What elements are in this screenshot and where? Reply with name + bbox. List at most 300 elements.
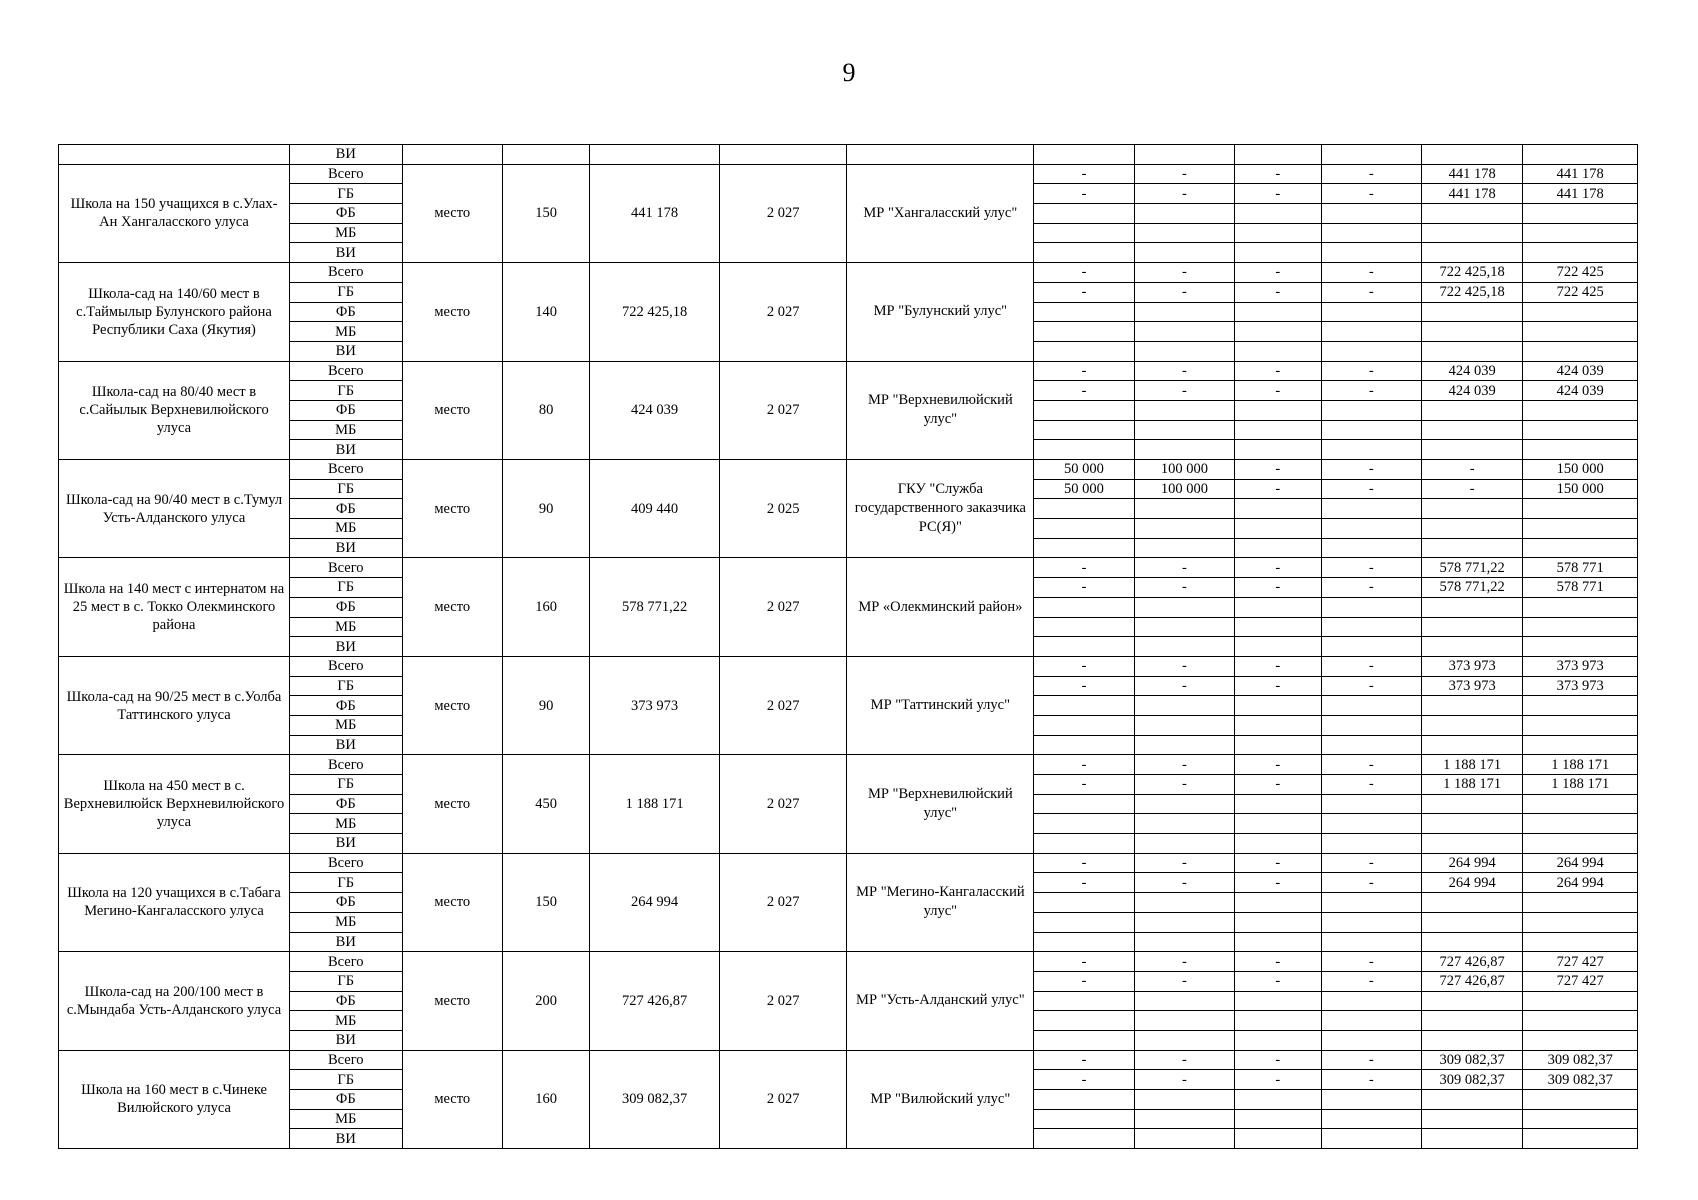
year-cell: 2 027 xyxy=(719,853,847,951)
capacity-cell: 140 xyxy=(502,263,589,361)
source-label: ГБ xyxy=(290,676,402,696)
unit-cell: место xyxy=(402,263,502,361)
capacity-cell: 200 xyxy=(502,952,589,1050)
source-label: Всего xyxy=(290,263,402,283)
funding-cell xyxy=(1134,834,1234,854)
funding-cell xyxy=(1321,499,1421,519)
funding-cell xyxy=(1235,341,1321,361)
funding-cell xyxy=(1321,814,1421,834)
funding-cell xyxy=(1523,499,1638,519)
source-label: МБ xyxy=(290,322,402,342)
cost-cell: 727 426,87 xyxy=(590,952,720,1050)
funding-cell: 727 426,87 xyxy=(1421,952,1522,972)
funding-cell: - xyxy=(1134,755,1234,775)
funding-cell: - xyxy=(1034,1050,1134,1070)
source-label: Всего xyxy=(290,558,402,578)
funding-cell: - xyxy=(1034,952,1134,972)
funding-cell: - xyxy=(1321,164,1421,184)
funding-cell xyxy=(1523,223,1638,243)
source-label: ГБ xyxy=(290,971,402,991)
funding-cell: - xyxy=(1235,164,1321,184)
source-label: МБ xyxy=(290,912,402,932)
funding-cell: - xyxy=(1321,184,1421,204)
funding-cell xyxy=(1235,912,1321,932)
source-label: ВИ xyxy=(290,243,402,263)
funding-cell: 264 994 xyxy=(1523,853,1638,873)
funding-cell xyxy=(1235,617,1321,637)
funding-cell: 50 000 xyxy=(1034,479,1134,499)
funding-cell: - xyxy=(1034,775,1134,795)
capacity-cell: 150 xyxy=(502,853,589,951)
funding-cell xyxy=(1421,1030,1522,1050)
unit-cell: место xyxy=(402,656,502,754)
year-cell xyxy=(719,145,847,165)
funding-cell: - xyxy=(1321,656,1421,676)
funding-cell: 727 427 xyxy=(1523,952,1638,972)
funding-cell: 578 771 xyxy=(1523,578,1638,598)
funding-cell: - xyxy=(1134,873,1234,893)
funding-cell: 373 973 xyxy=(1523,656,1638,676)
funding-cell xyxy=(1034,538,1134,558)
funding-cell: - xyxy=(1134,1070,1234,1090)
funding-cell: - xyxy=(1134,164,1234,184)
unit-cell: место xyxy=(402,361,502,459)
customer-cell: МР "Верхневилюйский улус" xyxy=(847,361,1034,459)
funding-cell: - xyxy=(1235,184,1321,204)
funding-cell xyxy=(1034,440,1134,460)
table-row xyxy=(59,1050,1638,1070)
project-name-cell: Школа на 140 мест с интернатом на 25 мест в с. Токко Олекминского района xyxy=(59,558,290,656)
funding-cell: - xyxy=(1235,361,1321,381)
funding-cell xyxy=(1235,538,1321,558)
source-label: ГБ xyxy=(290,1070,402,1090)
cost-cell: 424 039 xyxy=(590,361,720,459)
funding-cell xyxy=(1421,637,1522,657)
customer-cell: МР "Мегино-Кангаласский улус" xyxy=(847,853,1034,951)
funding-cell: - xyxy=(1034,282,1134,302)
funding-cell: 1 188 171 xyxy=(1523,755,1638,775)
funding-cell xyxy=(1034,204,1134,224)
funding-cell: - xyxy=(1321,460,1421,480)
funding-cell: - xyxy=(1134,381,1234,401)
funding-cell xyxy=(1134,597,1234,617)
funding-cell: 441 178 xyxy=(1523,184,1638,204)
source-label: Всего xyxy=(290,361,402,381)
funding-cell: - xyxy=(1034,381,1134,401)
funding-cell: 441 178 xyxy=(1421,184,1522,204)
funding-cell xyxy=(1421,440,1522,460)
funding-cell: - xyxy=(1321,479,1421,499)
funding-cell: 578 771 xyxy=(1523,558,1638,578)
funding-cell: 100 000 xyxy=(1134,460,1234,480)
funding-cell: - xyxy=(1421,479,1522,499)
funding-cell: - xyxy=(1321,952,1421,972)
funding-cell xyxy=(1421,322,1522,342)
funding-cell xyxy=(1034,617,1134,637)
funding-cell xyxy=(1523,1129,1638,1149)
table-row xyxy=(59,164,1638,184)
funding-cell: - xyxy=(1321,1070,1421,1090)
funding-cell xyxy=(1321,519,1421,539)
funding-cell xyxy=(1421,1090,1522,1110)
table-row xyxy=(59,952,1638,972)
customer-cell: МР "Вилюйский улус" xyxy=(847,1050,1034,1148)
cost-cell: 409 440 xyxy=(590,460,720,558)
funding-cell xyxy=(1034,834,1134,854)
source-label: ГБ xyxy=(290,775,402,795)
funding-cell: - xyxy=(1321,873,1421,893)
funding-cell: - xyxy=(1134,263,1234,283)
funding-cell xyxy=(1421,834,1522,854)
funding-cell: 441 178 xyxy=(1421,164,1522,184)
funding-cell xyxy=(1034,893,1134,913)
funding-cell xyxy=(1421,145,1522,165)
funding-cell xyxy=(1134,1011,1234,1031)
funding-cell xyxy=(1235,400,1321,420)
funding-cell: - xyxy=(1034,971,1134,991)
funding-cell xyxy=(1321,145,1421,165)
project-name-cell: Школа-сад на 200/100 мест в с.Мындаба Усть-Алданского улуса xyxy=(59,952,290,1050)
funding-cell xyxy=(1523,1030,1638,1050)
year-cell: 2 027 xyxy=(719,263,847,361)
funding-cell xyxy=(1034,715,1134,735)
funding-cell xyxy=(1523,696,1638,716)
funding-cell xyxy=(1321,834,1421,854)
funding-cell: - xyxy=(1321,361,1421,381)
table-row xyxy=(59,656,1638,676)
unit-cell xyxy=(402,145,502,165)
funding-cell xyxy=(1523,400,1638,420)
funding-cell: 722 425,18 xyxy=(1421,263,1522,283)
funding-cell xyxy=(1523,991,1638,1011)
funding-cell: - xyxy=(1321,558,1421,578)
funding-cell: 264 994 xyxy=(1421,873,1522,893)
project-name-cell: Школа-сад на 90/40 мест в с.Тумул Усть-Алданского улуса xyxy=(59,460,290,558)
capacity-cell: 160 xyxy=(502,1050,589,1148)
funding-cell: - xyxy=(1235,676,1321,696)
funding-cell: 424 039 xyxy=(1421,361,1522,381)
unit-cell: место xyxy=(402,952,502,1050)
page-number: 9 xyxy=(842,58,856,87)
source-label: Всего xyxy=(290,755,402,775)
funding-cell xyxy=(1034,499,1134,519)
table-row xyxy=(59,558,1638,578)
capacity-cell: 450 xyxy=(502,755,589,853)
funding-cell: - xyxy=(1321,1050,1421,1070)
year-cell: 2 027 xyxy=(719,558,847,656)
source-label: ГБ xyxy=(290,381,402,401)
funding-cell xyxy=(1134,912,1234,932)
funding-cell xyxy=(1421,341,1522,361)
funding-cell: 150 000 xyxy=(1523,460,1638,480)
project-name-cell: Школа на 160 мест в с.Чинеке Вилюйского улуса xyxy=(59,1050,290,1148)
funding-cell xyxy=(1321,1090,1421,1110)
funding-cell: 373 973 xyxy=(1421,676,1522,696)
source-label: ВИ xyxy=(290,341,402,361)
source-label: Всего xyxy=(290,164,402,184)
funding-cell: - xyxy=(1034,558,1134,578)
funding-cell: 424 039 xyxy=(1421,381,1522,401)
funding-cell: 727 427 xyxy=(1523,971,1638,991)
cost-cell: 309 082,37 xyxy=(590,1050,720,1148)
source-label: Всего xyxy=(290,1050,402,1070)
cost-cell: 441 178 xyxy=(590,164,720,262)
funding-cell: 264 994 xyxy=(1523,873,1638,893)
funding-cell xyxy=(1321,538,1421,558)
funding-cell xyxy=(1421,420,1522,440)
funding-cell xyxy=(1421,400,1522,420)
source-label: МБ xyxy=(290,617,402,637)
source-label: Всего xyxy=(290,460,402,480)
funding-cell: - xyxy=(1235,775,1321,795)
funding-cell xyxy=(1321,893,1421,913)
funding-cell xyxy=(1321,223,1421,243)
funding-cell: - xyxy=(1235,971,1321,991)
funding-cell xyxy=(1034,341,1134,361)
funding-cell xyxy=(1134,617,1234,637)
funding-cell xyxy=(1034,322,1134,342)
capacity-cell xyxy=(502,145,589,165)
funding-cell xyxy=(1321,735,1421,755)
funding-cell: 441 178 xyxy=(1523,164,1638,184)
funding-cell xyxy=(1134,341,1234,361)
funding-cell xyxy=(1134,1109,1234,1129)
funding-cell: 150 000 xyxy=(1523,479,1638,499)
funding-cell xyxy=(1523,617,1638,637)
funding-cell xyxy=(1235,696,1321,716)
source-label: Всего xyxy=(290,656,402,676)
funding-cell xyxy=(1235,440,1321,460)
source-label: ГБ xyxy=(290,184,402,204)
table-body xyxy=(59,145,1638,1149)
funding-cell: - xyxy=(1134,656,1234,676)
funding-cell xyxy=(1134,932,1234,952)
funding-cell xyxy=(1321,322,1421,342)
funding-cell xyxy=(1235,735,1321,755)
cost-cell: 578 771,22 xyxy=(590,558,720,656)
funding-cell: - xyxy=(1321,381,1421,401)
investment-table xyxy=(58,144,1638,1149)
source-label: ФБ xyxy=(290,499,402,519)
capacity-cell: 90 xyxy=(502,460,589,558)
year-cell: 2 027 xyxy=(719,952,847,1050)
funding-cell xyxy=(1235,1030,1321,1050)
cost-cell: 264 994 xyxy=(590,853,720,951)
funding-cell: - xyxy=(1134,971,1234,991)
funding-cell xyxy=(1421,1011,1522,1031)
funding-cell xyxy=(1421,932,1522,952)
source-label: ВИ xyxy=(290,145,402,165)
funding-cell xyxy=(1321,991,1421,1011)
source-label: ВИ xyxy=(290,637,402,657)
funding-cell xyxy=(1523,1011,1638,1031)
funding-cell xyxy=(1034,735,1134,755)
funding-cell xyxy=(1134,1090,1234,1110)
customer-cell: МР "Усть-Алданский улус" xyxy=(847,952,1034,1050)
funding-cell xyxy=(1321,597,1421,617)
unit-cell: место xyxy=(402,460,502,558)
funding-cell xyxy=(1321,1129,1421,1149)
funding-cell xyxy=(1235,204,1321,224)
funding-cell: 50 000 xyxy=(1034,460,1134,480)
source-label: ГБ xyxy=(290,282,402,302)
funding-cell: 722 425 xyxy=(1523,263,1638,283)
funding-cell xyxy=(1421,912,1522,932)
source-label: ФБ xyxy=(290,597,402,617)
year-cell: 2 027 xyxy=(719,755,847,853)
funding-cell xyxy=(1235,597,1321,617)
funding-cell xyxy=(1235,893,1321,913)
funding-cell xyxy=(1235,715,1321,735)
funding-cell xyxy=(1523,519,1638,539)
funding-cell xyxy=(1134,302,1234,322)
funding-cell: - xyxy=(1235,873,1321,893)
unit-cell: место xyxy=(402,853,502,951)
funding-cell: - xyxy=(1034,853,1134,873)
source-label: ФБ xyxy=(290,991,402,1011)
funding-cell xyxy=(1134,322,1234,342)
funding-cell xyxy=(1421,243,1522,263)
funding-cell xyxy=(1235,1090,1321,1110)
unit-cell: место xyxy=(402,755,502,853)
funding-cell: - xyxy=(1034,755,1134,775)
funding-cell xyxy=(1134,893,1234,913)
year-cell: 2 027 xyxy=(719,164,847,262)
funding-cell xyxy=(1321,912,1421,932)
funding-cell: - xyxy=(1034,263,1134,283)
source-label: ГБ xyxy=(290,873,402,893)
funding-cell xyxy=(1034,1011,1134,1031)
funding-cell: - xyxy=(1235,853,1321,873)
funding-cell: - xyxy=(1134,1050,1234,1070)
funding-cell: 309 082,37 xyxy=(1523,1070,1638,1090)
funding-cell xyxy=(1034,1030,1134,1050)
funding-cell: 727 426,87 xyxy=(1421,971,1522,991)
funding-cell: - xyxy=(1134,282,1234,302)
table-row xyxy=(59,361,1638,381)
funding-cell xyxy=(1321,243,1421,263)
source-label: ВИ xyxy=(290,932,402,952)
funding-cell xyxy=(1421,735,1522,755)
funding-cell xyxy=(1321,204,1421,224)
funding-cell xyxy=(1421,617,1522,637)
funding-cell xyxy=(1235,322,1321,342)
source-label: МБ xyxy=(290,715,402,735)
source-label: ВИ xyxy=(290,834,402,854)
funding-cell xyxy=(1321,932,1421,952)
capacity-cell: 160 xyxy=(502,558,589,656)
funding-cell xyxy=(1523,302,1638,322)
funding-cell: - xyxy=(1321,853,1421,873)
funding-cell xyxy=(1421,597,1522,617)
funding-cell xyxy=(1034,1129,1134,1149)
table-row xyxy=(59,263,1638,283)
funding-cell: - xyxy=(1034,164,1134,184)
funding-cell xyxy=(1134,243,1234,263)
funding-cell: - xyxy=(1235,460,1321,480)
funding-cell xyxy=(1134,814,1234,834)
funding-cell xyxy=(1034,519,1134,539)
source-label: ФБ xyxy=(290,1090,402,1110)
funding-cell: 309 082,37 xyxy=(1523,1050,1638,1070)
funding-cell xyxy=(1421,538,1522,558)
funding-cell: 578 771,22 xyxy=(1421,558,1522,578)
project-name-cell: Школа на 150 учащихся в с.Улах-Ан Хангаласского улуса xyxy=(59,164,290,262)
funding-cell: - xyxy=(1235,263,1321,283)
funding-cell: 424 039 xyxy=(1523,381,1638,401)
cost-cell: 1 188 171 xyxy=(590,755,720,853)
capacity-cell: 150 xyxy=(502,164,589,262)
funding-cell xyxy=(1421,1109,1522,1129)
funding-cell: 578 771,22 xyxy=(1421,578,1522,598)
customer-cell: МР "Таттинский улус" xyxy=(847,656,1034,754)
funding-cell xyxy=(1034,420,1134,440)
funding-cell xyxy=(1523,735,1638,755)
funding-cell xyxy=(1134,519,1234,539)
funding-cell xyxy=(1523,893,1638,913)
customer-cell: МР "Булунский улус" xyxy=(847,263,1034,361)
funding-cell xyxy=(1523,243,1638,263)
funding-cell xyxy=(1235,1011,1321,1031)
capacity-cell: 80 xyxy=(502,361,589,459)
source-label: ВИ xyxy=(290,538,402,558)
funding-cell xyxy=(1134,1030,1234,1050)
funding-cell: 424 039 xyxy=(1523,361,1638,381)
funding-cell xyxy=(1523,814,1638,834)
funding-cell xyxy=(1034,794,1134,814)
customer-cell: ГКУ "Служба государственного заказчика РС(Я)" xyxy=(847,460,1034,558)
funding-cell xyxy=(1321,420,1421,440)
funding-cell xyxy=(1321,794,1421,814)
funding-cell xyxy=(1523,932,1638,952)
funding-cell xyxy=(1421,696,1522,716)
funding-cell xyxy=(1235,420,1321,440)
funding-cell: - xyxy=(1034,1070,1134,1090)
table-row xyxy=(59,145,1638,165)
funding-cell xyxy=(1421,893,1522,913)
funding-cell xyxy=(1134,637,1234,657)
funding-cell xyxy=(1134,715,1234,735)
funding-cell xyxy=(1321,715,1421,735)
funding-cell xyxy=(1034,597,1134,617)
project-name-cell: Школа на 120 учащихся в с.Табага Мегино-Кангаласского улуса xyxy=(59,853,290,951)
funding-cell xyxy=(1034,1109,1134,1129)
funding-cell: 1 188 171 xyxy=(1421,755,1522,775)
funding-cell: - xyxy=(1034,578,1134,598)
funding-cell: - xyxy=(1235,282,1321,302)
funding-cell: - xyxy=(1235,1070,1321,1090)
funding-cell: - xyxy=(1134,558,1234,578)
source-label: ВИ xyxy=(290,1030,402,1050)
customer-cell xyxy=(847,145,1034,165)
funding-cell xyxy=(1235,932,1321,952)
funding-cell xyxy=(1321,1030,1421,1050)
source-label: МБ xyxy=(290,814,402,834)
cost-cell: 722 425,18 xyxy=(590,263,720,361)
funding-cell: - xyxy=(1321,755,1421,775)
unit-cell: место xyxy=(402,1050,502,1148)
year-cell: 2 027 xyxy=(719,656,847,754)
funding-cell: 722 425 xyxy=(1523,282,1638,302)
source-label: ФБ xyxy=(290,302,402,322)
funding-cell xyxy=(1134,223,1234,243)
funding-cell xyxy=(1235,519,1321,539)
source-label: ВИ xyxy=(290,440,402,460)
funding-cell: 264 994 xyxy=(1421,853,1522,873)
funding-cell xyxy=(1034,243,1134,263)
funding-cell: - xyxy=(1321,676,1421,696)
funding-cell xyxy=(1421,519,1522,539)
